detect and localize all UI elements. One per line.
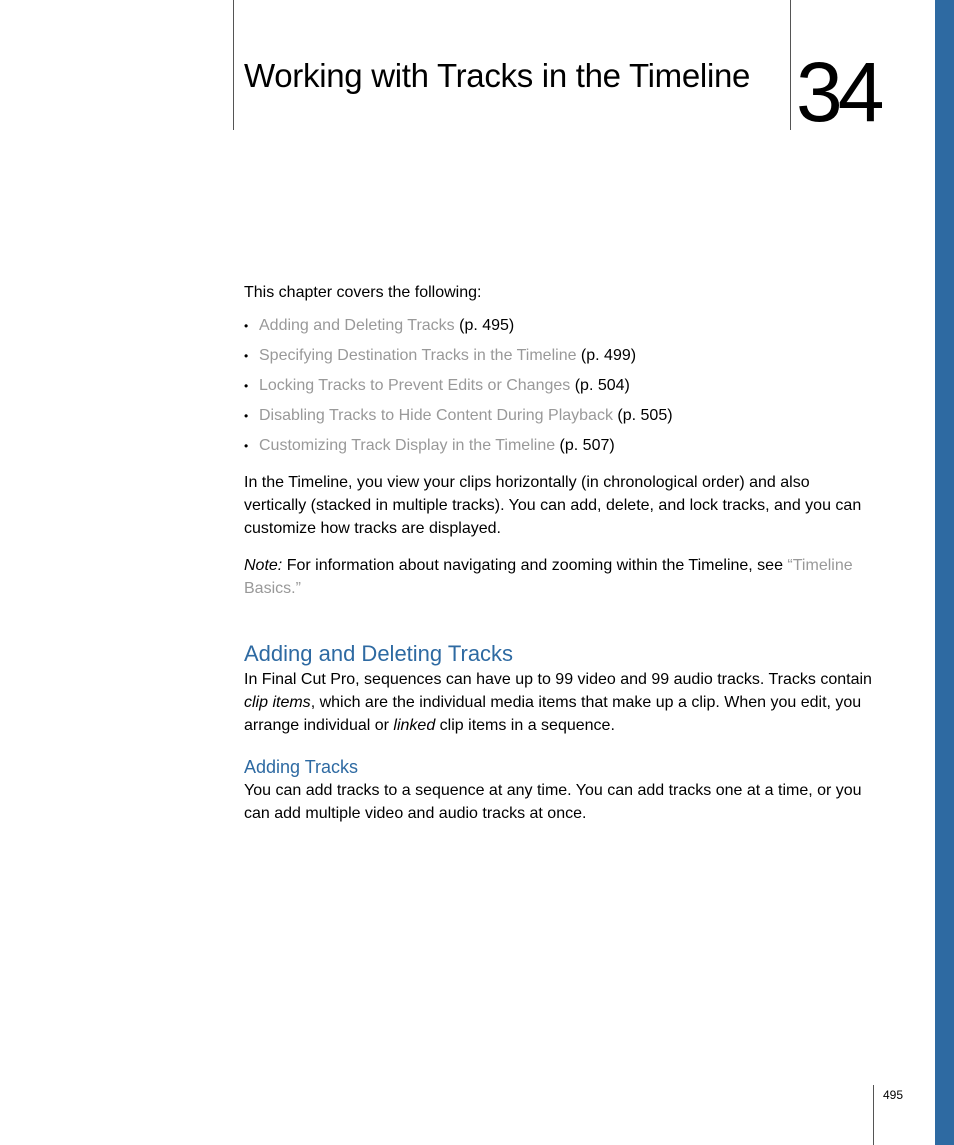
toc-page-ref: (p. 505) — [612, 407, 673, 424]
toc-item — [244, 341, 876, 371]
toc-page-ref: (p. 499) — [576, 347, 637, 364]
page-number: 495 — [883, 1088, 904, 1102]
toc-item — [244, 431, 876, 461]
footer-rule — [873, 1085, 874, 1145]
bullet-icon: • — [244, 379, 249, 393]
timeline-overview-paragraph: In the Timeline, you view your clips horizontally (in chronological order) and also vertically (stacked in multiple tracks). You can add, delete, and lock tracks, and you can customize how tracks are displayed. — [244, 474, 862, 537]
toc-item — [244, 401, 876, 431]
note-text: For information about navigating and zooming within the Timeline, see — [282, 557, 788, 574]
note-label: Note: — [244, 557, 283, 574]
section-text-2: , which are the individual media items that make up a clip. When you edit, you arrange individual or — [244, 694, 862, 734]
section-paragraph — [244, 668, 876, 737]
chapter-content — [244, 281, 876, 825]
side-accent-bar — [935, 0, 954, 1145]
bullet-icon: • — [244, 409, 249, 423]
chapter-title: Working with Tracks in the Timeline — [244, 57, 751, 94]
toc-page-ref: (p. 495) — [454, 317, 515, 334]
section-emphasis-2: linked — [393, 717, 436, 734]
header-rule-left — [233, 0, 234, 130]
section-heading: Adding and Deleting Tracks — [244, 641, 514, 666]
bullet-icon: • — [244, 349, 249, 363]
section-text-1: In Final Cut Pro, sequences can have up to 99 video and 99 audio tracks. Tracks contain — [244, 671, 872, 688]
intro-text: This chapter covers the following: — [244, 284, 482, 301]
toc-page-ref: (p. 504) — [570, 377, 630, 394]
toc-link-customizing-display[interactable]: Customizing Track Display in the Timeline — [259, 437, 556, 454]
header-rule-right — [790, 0, 791, 130]
toc-link-locking-tracks[interactable]: Locking Tracks to Prevent Edits or Changes — [259, 377, 571, 394]
note-paragraph — [244, 554, 876, 600]
toc-item — [244, 311, 876, 341]
subsection-paragraph: You can add tracks to a sequence at any time. You can add tracks one at a time, or you can add multiple video and audio tracks at once. — [244, 782, 862, 822]
toc-link-destination-tracks[interactable]: Specifying Destination Tracks in the Timeline — [259, 347, 577, 364]
toc-link-disabling-tracks[interactable]: Disabling Tracks to Hide Content During Playback — [259, 407, 613, 424]
toc-item — [244, 371, 876, 401]
chapter-toc-list — [244, 311, 876, 461]
bullet-icon: • — [244, 439, 249, 453]
bullet-icon: • — [244, 319, 249, 333]
subsection-heading: Adding Tracks — [244, 757, 359, 777]
toc-page-ref: (p. 507) — [555, 437, 615, 454]
timeline-basics-link[interactable]: “Timeline Basics.” — [244, 557, 853, 597]
chapter-number: 34 — [796, 45, 880, 139]
toc-link-adding-deleting-tracks[interactable]: Adding and Deleting Tracks — [259, 317, 455, 334]
section-emphasis-1: clip items — [244, 694, 311, 711]
section-text-3: clip items in a sequence. — [435, 717, 615, 734]
